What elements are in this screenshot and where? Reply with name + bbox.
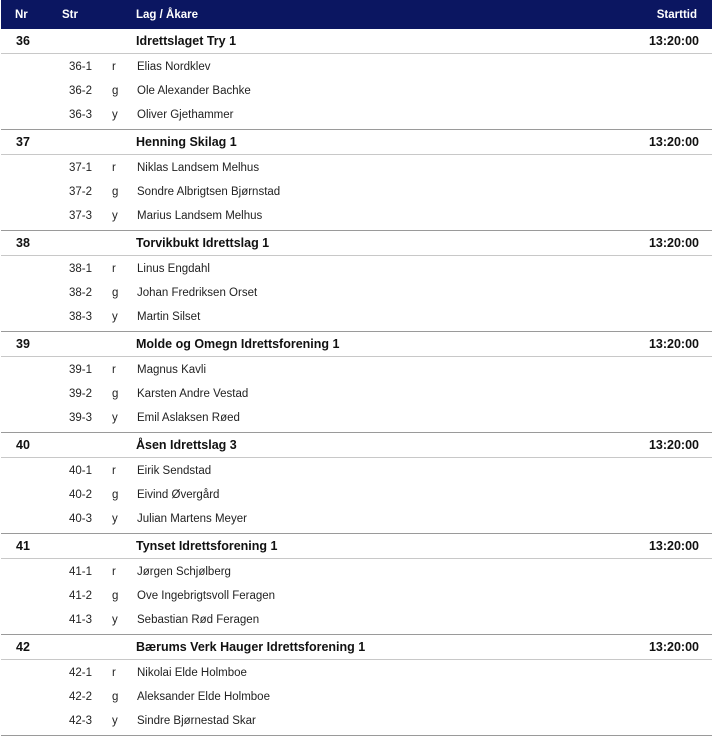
runner-name: Ove Ingebrigtsvoll Feragen: [137, 590, 276, 602]
team-row: [1, 635, 712, 660]
runner-name: Oliver Gjethammer: [137, 109, 234, 121]
runner-color-code: g: [112, 388, 119, 400]
runner-row: [1, 103, 712, 127]
team-number: 38: [16, 236, 30, 250]
runner-row: [1, 685, 712, 709]
runner-row: [1, 305, 712, 329]
runner-row: [1, 358, 712, 382]
runner-name: Eivind Øvergård: [137, 489, 220, 501]
runner-start-number: 39-3: [69, 412, 93, 424]
runner-start-number: 38-1: [69, 263, 93, 275]
runner-name: Sebastian Rød Feragen: [137, 614, 260, 626]
runner-start-number: 36-2: [69, 85, 93, 97]
runner-start-number: 42-1: [69, 667, 93, 679]
runner-color-code: g: [112, 691, 119, 703]
runner-group: [1, 357, 712, 433]
header-starttid: Starttid: [656, 9, 697, 21]
runner-color-code: y: [112, 614, 118, 626]
runner-row: [1, 55, 712, 79]
team-start-time: 13:20:00: [648, 34, 699, 48]
runner-name: Nikolai Elde Holmboe: [137, 667, 247, 679]
runner-color-code: r: [112, 162, 116, 174]
table-header: [1, 0, 712, 29]
team-name: Bærums Verk Hauger Idrettsforening 1: [136, 640, 366, 654]
runner-row: [1, 257, 712, 281]
runner-name: Emil Aslaksen Røed: [137, 412, 240, 424]
runner-color-code: r: [112, 566, 116, 578]
team-start-time: 13:20:00: [648, 135, 699, 149]
team-row: [1, 332, 712, 357]
runner-row: [1, 204, 712, 228]
runner-color-code: r: [112, 61, 116, 73]
runner-row: [1, 156, 712, 180]
runner-row: [1, 560, 712, 584]
runner-row: [1, 584, 712, 608]
runner-row: [1, 459, 712, 483]
runner-name: Magnus Kavli: [137, 364, 207, 376]
team-list: [1, 29, 712, 736]
runner-color-code: g: [112, 489, 119, 501]
team-row: [1, 130, 712, 155]
runner-name: Niklas Landsem Melhus: [137, 162, 260, 174]
header-str: Str: [62, 9, 78, 21]
runner-row: [1, 281, 712, 305]
header-lag-akare: Lag / Åkare: [136, 9, 198, 21]
team-start-time: 13:20:00: [648, 438, 699, 452]
runner-color-code: g: [112, 186, 119, 198]
runner-row: [1, 661, 712, 685]
runner-row: [1, 608, 712, 632]
runner-color-code: y: [112, 412, 118, 424]
runner-name: Julian Martens Meyer: [137, 513, 247, 525]
runner-color-code: r: [112, 263, 116, 275]
runner-row: [1, 507, 712, 531]
runner-name: Marius Landsem Melhus: [137, 210, 263, 222]
runner-name: Ole Alexander Bachke: [137, 85, 251, 97]
team-name: Idrettslaget Try 1: [136, 34, 237, 48]
runner-color-code: y: [112, 715, 118, 727]
runner-group: [1, 256, 712, 332]
runner-start-number: 38-2: [69, 287, 93, 299]
runner-group: [1, 458, 712, 534]
runner-start-number: 41-3: [69, 614, 93, 626]
runner-group: [1, 54, 712, 130]
runner-start-number: 40-2: [69, 489, 93, 501]
runner-name: Linus Engdahl: [137, 263, 210, 275]
team-row: [1, 29, 712, 54]
runner-start-number: 40-1: [69, 465, 93, 477]
runner-start-number: 39-2: [69, 388, 93, 400]
runner-name: Martin Silset: [137, 311, 201, 323]
runner-start-number: 37-2: [69, 186, 93, 198]
runner-color-code: r: [112, 667, 116, 679]
team-row: [1, 231, 712, 256]
runner-color-code: y: [112, 109, 118, 121]
team-name: Torvikbukt Idrettslag 1: [136, 236, 270, 250]
runner-row: [1, 79, 712, 103]
runner-start-number: 41-2: [69, 590, 93, 602]
runner-color-code: r: [112, 364, 116, 376]
team-name: Henning Skilag 1: [136, 135, 237, 149]
team-start-time: 13:20:00: [648, 337, 699, 351]
team-name: Åsen Idrettslag 3: [136, 438, 237, 452]
runner-start-number: 36-3: [69, 109, 93, 121]
runner-start-number: 42-3: [69, 715, 93, 727]
team-number: 42: [16, 640, 30, 654]
runner-color-code: g: [112, 85, 119, 97]
runner-color-code: g: [112, 590, 119, 602]
runner-start-number: 41-1: [69, 566, 93, 578]
start-list: [1, 0, 712, 736]
runner-color-code: y: [112, 210, 118, 222]
runner-name: Sindre Bjørnestad Skar: [137, 715, 256, 727]
team-row: [1, 433, 712, 458]
team-number: 36: [16, 34, 30, 48]
runner-row: [1, 180, 712, 204]
runner-row: [1, 709, 712, 733]
runner-start-number: 37-1: [69, 162, 93, 174]
runner-name: Johan Fredriksen Orset: [137, 287, 258, 299]
runner-color-code: y: [112, 513, 118, 525]
runner-group: [1, 155, 712, 231]
runner-color-code: r: [112, 465, 116, 477]
runner-start-number: 38-3: [69, 311, 93, 323]
runner-start-number: 40-3: [69, 513, 93, 525]
runner-name: Eirik Sendstad: [137, 465, 212, 477]
team-number: 40: [16, 438, 30, 452]
runner-row: [1, 483, 712, 507]
runner-row: [1, 382, 712, 406]
team-name: Tynset Idrettsforening 1: [136, 539, 278, 553]
runner-start-number: 37-3: [69, 210, 93, 222]
runner-group: [1, 559, 712, 635]
header-nr: Nr: [15, 9, 28, 21]
team-start-time: 13:20:00: [648, 640, 699, 654]
runner-color-code: y: [112, 311, 118, 323]
runner-name: Karsten Andre Vestad: [137, 388, 249, 400]
team-name: Molde og Omegn Idrettsforening 1: [136, 337, 340, 351]
runner-name: Aleksander Elde Holmboe: [137, 691, 270, 703]
runner-start-number: 36-1: [69, 61, 93, 73]
team-number: 39: [16, 337, 30, 351]
team-start-time: 13:20:00: [648, 539, 699, 553]
runner-group: [1, 660, 712, 736]
runner-name: Elias Nordklev: [137, 61, 211, 73]
runner-name: Jørgen Schjølberg: [137, 566, 231, 578]
runner-row: [1, 406, 712, 430]
team-row: [1, 534, 712, 559]
team-number: 37: [16, 135, 30, 149]
runner-start-number: 39-1: [69, 364, 93, 376]
runner-start-number: 42-2: [69, 691, 93, 703]
team-number: 41: [16, 539, 30, 553]
team-start-time: 13:20:00: [648, 236, 699, 250]
runner-color-code: g: [112, 287, 119, 299]
runner-name: Sondre Albrigtsen Bjørnstad: [137, 186, 281, 198]
